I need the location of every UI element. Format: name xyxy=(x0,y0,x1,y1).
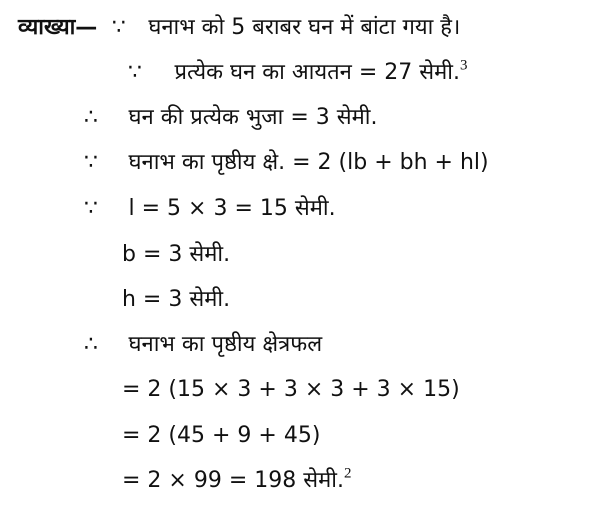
solution-line-10 xyxy=(122,418,320,452)
solution-line-2 xyxy=(128,55,467,89)
solution-line-7 xyxy=(122,282,230,316)
therefore-symbol: ∴ xyxy=(84,332,98,357)
because-symbol: ∵ xyxy=(128,60,142,85)
solution-text: घनाभ का पृष्ठीय क्षे. = 2 (lb + bh + hl) xyxy=(128,150,489,175)
solution-line-11 xyxy=(122,463,351,497)
because-symbol: ∵ xyxy=(111,15,126,40)
solution-text: प्रत्येक घन का आयतन = 27 सेमी. xyxy=(174,60,460,85)
solution-text: घन की प्रत्येक भुजा = 3 सेमी. xyxy=(128,105,378,130)
superscript: 3 xyxy=(459,57,468,74)
solution-text: b = 3 सेमी. xyxy=(122,242,231,267)
solution-line-5 xyxy=(84,191,336,225)
solution-text: h = 3 सेमी. xyxy=(122,287,231,312)
therefore-symbol: ∴ xyxy=(84,105,98,130)
solution-line-4 xyxy=(84,145,489,179)
solution-line-8 xyxy=(84,327,322,361)
solution-text: = 2 × 99 = 198 सेमी. xyxy=(122,468,344,493)
solution-text: = 2 (15 × 3 + 3 × 3 + 3 × 15) xyxy=(122,377,460,402)
superscript: 2 xyxy=(343,465,352,482)
solution-label: व्याख्या— xyxy=(18,15,98,40)
solution-text: l = 5 × 3 = 15 सेमी. xyxy=(128,196,336,221)
solution-line-6 xyxy=(122,237,230,271)
solution-text: घनाभ का पृष्ठीय क्षेत्रफल xyxy=(128,332,323,357)
because-symbol: ∵ xyxy=(84,196,98,221)
solution-line-1 xyxy=(18,10,460,44)
solution-text: घनाभ को 5 बराबर घन में बांटा गया है। xyxy=(148,15,461,40)
solution-line-9 xyxy=(122,372,460,406)
solution-line-3 xyxy=(84,100,377,134)
solution-text: = 2 (45 + 9 + 45) xyxy=(122,423,321,448)
because-symbol: ∵ xyxy=(84,150,98,175)
